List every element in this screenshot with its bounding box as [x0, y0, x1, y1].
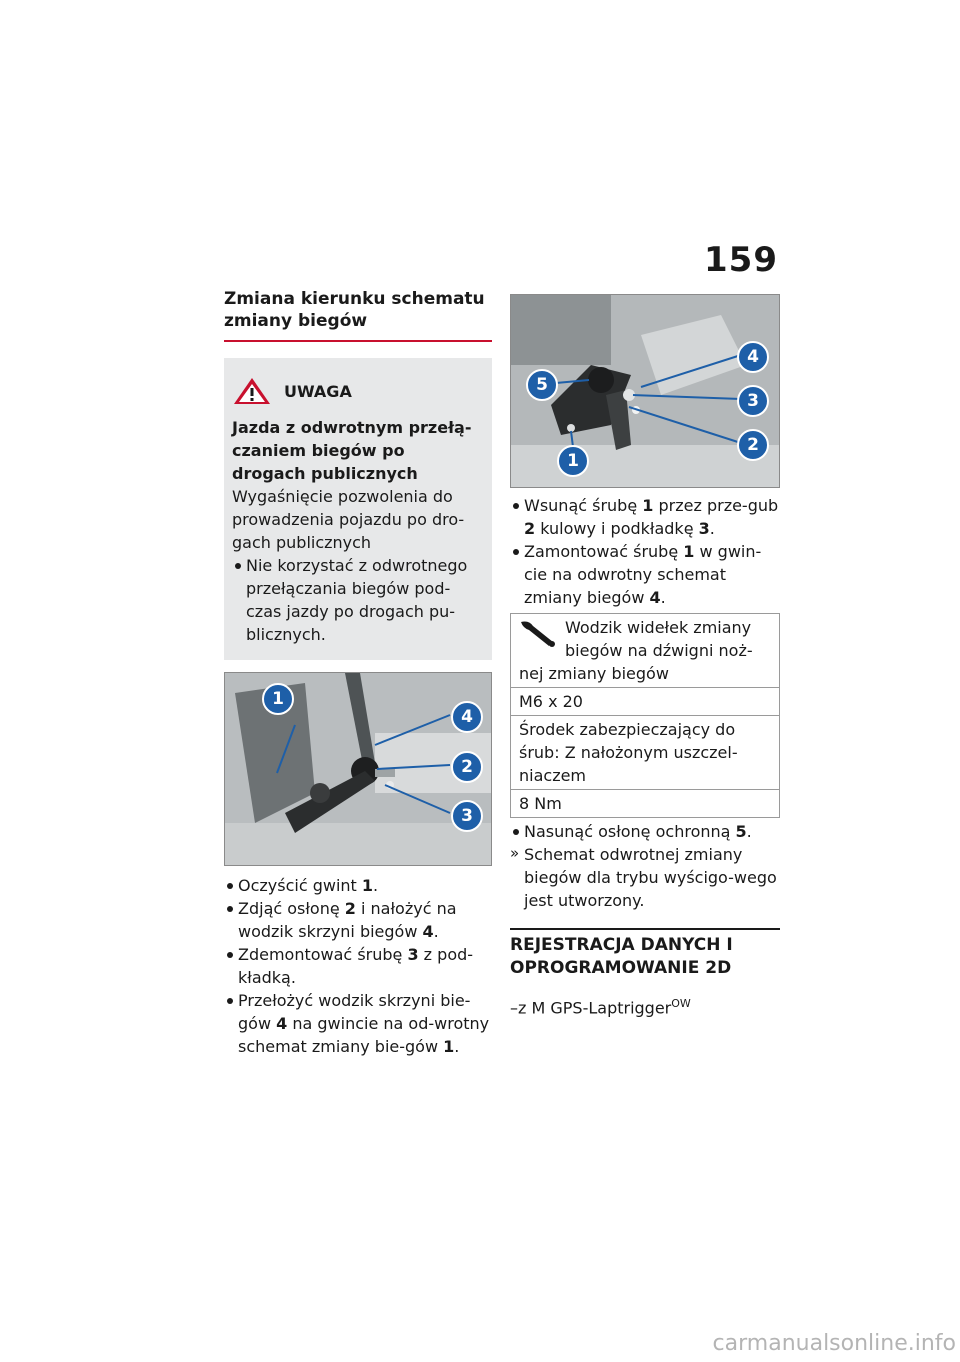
- right-steps: [510, 494, 780, 609]
- callout-badge: 1: [557, 445, 589, 477]
- step-item: Wsunąć śrubę 1 przez prze-gub 2 kulowy i podkładkę 3.: [510, 494, 780, 540]
- left-steps: [224, 874, 492, 1058]
- warning-label: UWAGA: [284, 381, 352, 401]
- step-item: Zdemontować śrubę 3 z pod-kładką.: [224, 943, 492, 989]
- wrench-icon: [519, 618, 559, 648]
- result-item: » Schemat odwrotnej zmiany biegów dla trybu wyścigo-wego jest utworzony.: [510, 843, 780, 912]
- callout-badge: 4: [737, 341, 769, 373]
- callout-badge: 1: [262, 683, 294, 715]
- warning-consequence: Wygaśnięcie pozwolenia do prowadzenia pojazdu po dro-gach publicznych: [232, 487, 465, 552]
- step-item: Oczyścić gwint 1.: [224, 874, 492, 897]
- spec-size: M6 x 20: [511, 688, 780, 716]
- spec-torque-row: [511, 790, 780, 818]
- callout-badge: 3: [737, 385, 769, 417]
- right-steps-after: [510, 820, 780, 843]
- step-item: Nasunąć osłonę ochronną 5.: [510, 820, 780, 843]
- spec-torque: 8 Nm: [511, 790, 780, 818]
- step-item: Przełożyć wodzik skrzyni bie-gów 4 na gwincie na od-wrotny schemat zmiany bie-gów 1.: [224, 989, 492, 1058]
- warning-triangle-icon: [232, 376, 272, 406]
- step-item: Zdjąć osłonę 2 i nałożyć na wodzik skrzyni biegów 4.: [224, 897, 492, 943]
- spec-locking-row: [511, 716, 780, 790]
- photo-shift-lever-left: [224, 672, 492, 866]
- availability-note: –z M GPS-Laptrigger$^{OW}$: [510, 997, 691, 1018]
- photo-shift-lever-right: [510, 294, 780, 488]
- right-column: [510, 294, 780, 1019]
- torque-spec-table: [510, 613, 780, 818]
- callout-badge: 2: [737, 429, 769, 461]
- left-column: [224, 288, 492, 1058]
- page-number: 159: [704, 240, 778, 280]
- warning-box: [224, 358, 492, 660]
- callout-badge: 5: [526, 369, 558, 401]
- callout-badge: 4: [451, 701, 483, 733]
- spec-size-row: [511, 688, 780, 716]
- watermark: carmanualsonline.info: [712, 1331, 956, 1356]
- callout-badge: 3: [451, 800, 483, 832]
- spec-title-row: [511, 614, 780, 688]
- warning-bullets: [232, 554, 480, 646]
- callout-badge: 2: [451, 751, 483, 783]
- spec-title: Wodzik widełek zmiany biegów na dźwigni noż-nej zmiany biegów: [519, 618, 753, 683]
- warning-bullet: Nie korzystać z odwrotnego przełączania biegów pod-czas jazdy po drogach pu-blicznych.: [232, 554, 480, 646]
- warning-header: [232, 376, 480, 406]
- section-heading-data-logging: REJESTRACJA DANYCH I OPROGRAMOWANIE 2D: [510, 928, 780, 980]
- spec-locking: Środek zabezpieczający do śrub: Z nałożonym uszczel-niaczem: [511, 716, 780, 790]
- step-item: Zamontować śrubę 1 w gwin-cie na odwrotny schemat zmiany biegów 4.: [510, 540, 780, 609]
- section-title: Zmiana kierunku schematu zmiany biegów: [224, 288, 492, 342]
- warning-title: Jazda z odwrotnym przełą-czaniem biegów po drogach publicznych: [232, 418, 472, 483]
